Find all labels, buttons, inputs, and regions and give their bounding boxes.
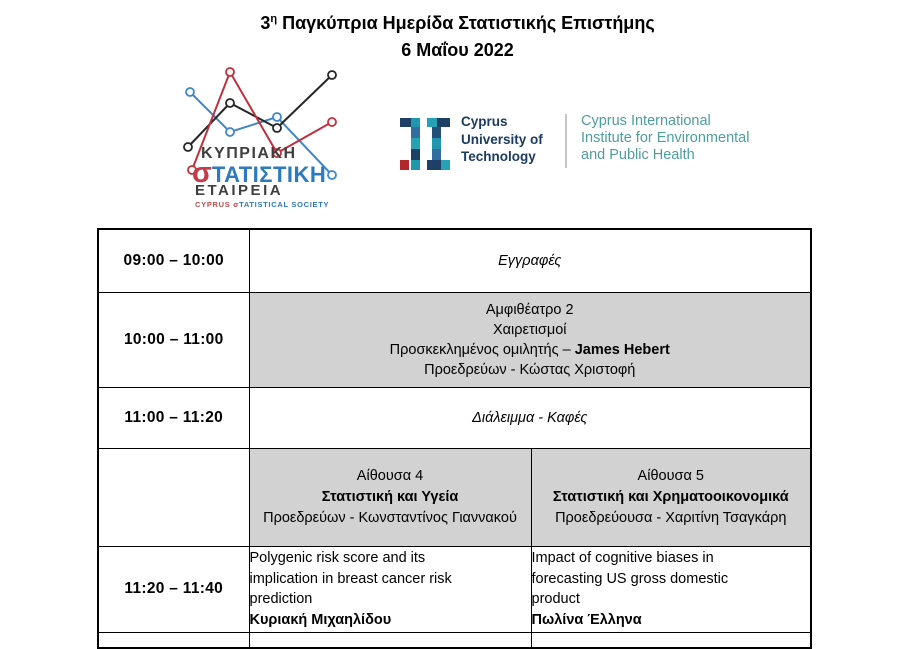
session-title: Στατιστική και Χρηματοοικονομικά [552,488,789,505]
logo-divider [565,114,567,168]
table-row [98,292,811,387]
talk-title: Impact of cognitive biases in forecasting US gross domestic product [531,550,729,607]
chair-label: Προεδρεύων - Κωνσταντίνος Γιαννακού [263,509,517,526]
talk-speaker: Πωλίνα Έλληνα [531,611,642,628]
ciieph-name-line3: and Public Health [581,147,695,163]
event-title [0,6,915,37]
cut-logo-mark-icon [400,116,450,172]
talk-title: Polygenic risk score and its implication in breast cancer risk prediction [249,550,452,607]
cyprus-statistical-society-logo [170,62,348,214]
time-cell: 10:00 – 11:00 [98,292,249,387]
table-row [98,448,811,546]
table-row [98,229,811,292]
event-title-text: Παγκύπρια Ημερίδα Στατιστικής Επιστήμης [277,13,655,33]
table-row [98,546,811,632]
talk-cell-room5 [531,546,811,632]
session-cell-room4 [249,448,531,546]
cut-logo-text [461,113,543,166]
css-logo-caption: CYPRUS σTATISTICAL SOCIETY [195,200,330,209]
page-title [0,6,915,64]
keynote-line: Προσκεκλημένος ομιλητής – James Hebert [389,341,670,358]
event-cell-opening [249,292,811,387]
session-cell-room5 [531,448,811,546]
table-row [98,387,811,448]
css-logo-word-kypriaki: ΚΥΠΡΙΑΚΗ [201,145,297,162]
time-cell: 11:20 – 11:40 [98,546,249,632]
chair-label: Προεδρεύουσα - Χαριτίνη Τσαγκάρη [555,509,787,526]
time-cell-cutoff [98,632,249,648]
room-label: Αίθουσα 5 [637,467,704,484]
event-cell-registration: Εγγραφές [249,229,811,292]
cut-name-line2: University of [461,131,543,147]
talk-cell-room4 [249,546,531,632]
venue-label: Αμφιθέατρο 2 [485,301,574,318]
greetings-label: Χαιρετισμοί [492,321,567,338]
event-title-superscript: η [270,13,278,25]
css-logo-word-etaireia: ΕΤΑΙΡΕΙΑ [195,182,284,199]
session-title: Στατιστική και Υγεία [321,488,459,505]
table-row-cutoff [98,632,811,648]
ciieph-name-line1: Cyprus International [581,113,711,129]
cut-name-line3: Technology [461,149,536,164]
time-cell: 11:00 – 11:20 [98,387,249,448]
room-label: Αίθουσα 4 [356,467,424,484]
talk-cell-cutoff [249,632,531,648]
talk-speaker: Κυριακή Μιχαηλίδου [249,611,392,628]
ciieph-name-line2: Institute for Environmental [581,130,750,146]
event-date: 6 Μαΐου 2022 [401,40,514,60]
event-cell-break: Διάλειμμα - Καφές [249,387,811,448]
css-logo-word-statistiki: σ ΤΑΤΙΣΤΙΚΗ [192,157,327,189]
talk-cell-cutoff [531,632,811,648]
time-cell: 09:00 – 10:00 [98,229,249,292]
time-cell-empty [98,448,249,546]
cut-name-line1: Cyprus [461,114,508,129]
chair-label: Προεδρεύων - Κώστας Χριστοφή [424,361,636,378]
ciieph-logo-text [581,113,749,164]
event-title-number: 3 [260,13,271,33]
keynote-speaker-name: James Hebert [574,341,670,358]
schedule-table [97,228,812,649]
css-logo-sigma: σ [192,157,212,189]
